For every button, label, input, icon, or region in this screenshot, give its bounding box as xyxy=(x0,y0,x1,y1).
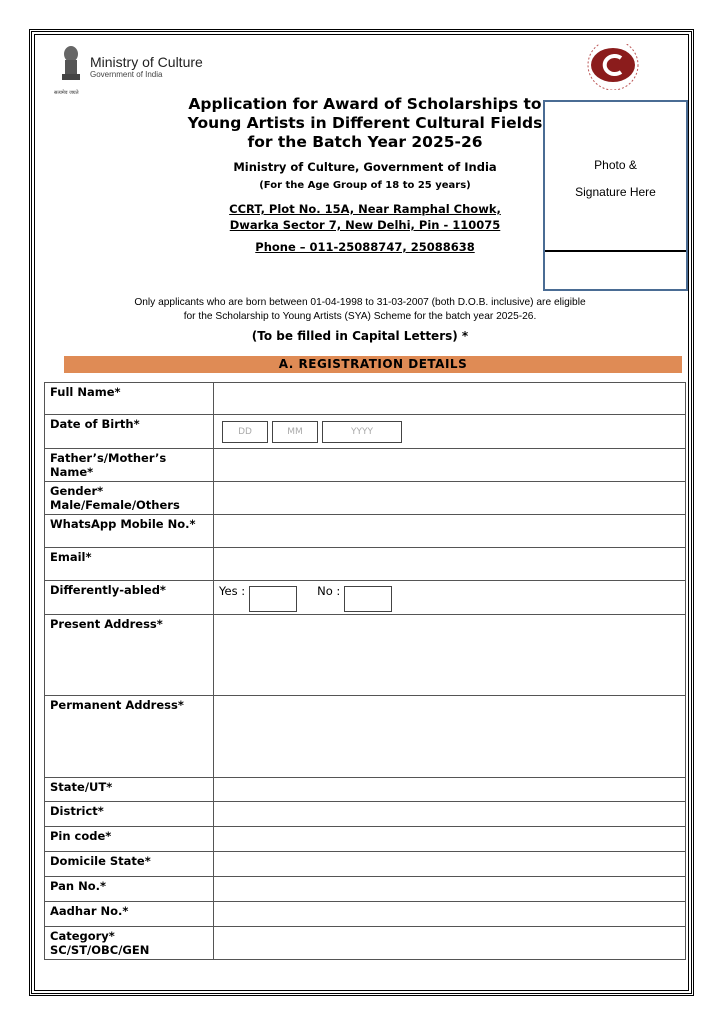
address-line1: CCRT, Plot No. 15A, Near Ramphal Chowk, xyxy=(229,202,501,216)
field-label: Category* SC/ST/OBC/GEN xyxy=(45,927,214,960)
yes-label: Yes : xyxy=(219,584,246,598)
state-input[interactable] xyxy=(214,778,686,802)
dob-month-input[interactable]: MM xyxy=(272,421,318,443)
address-line2: Dwarka Sector 7, New Delhi, Pin - 110075 xyxy=(229,218,501,232)
eligibility-note xyxy=(60,296,660,324)
field-label: Differently-abled* xyxy=(45,581,214,615)
field-label: Gender* Male/Female/Others xyxy=(45,482,214,515)
divider xyxy=(545,250,686,252)
photo-label: Photo & xyxy=(594,158,637,172)
field-label: District* xyxy=(45,802,214,827)
present-address-input[interactable] xyxy=(214,615,686,696)
parent-name-input[interactable] xyxy=(214,449,686,482)
phone: Phone – 011-25088747, 25088638 xyxy=(255,240,475,254)
field-label: Pan No.* xyxy=(45,877,214,902)
ministry-name: Ministry of Culture xyxy=(90,54,203,70)
dob-day-input[interactable]: DD xyxy=(222,421,268,443)
permanent-address-input[interactable] xyxy=(214,696,686,778)
eligibility-line2: for the Scholarship to Young Artists (SYA) Scheme for the batch year 2025-26. xyxy=(183,311,537,322)
field-label: Domicile State* xyxy=(45,852,214,877)
field-label: Permanent Address* xyxy=(45,696,214,778)
national-emblem-icon xyxy=(56,44,86,86)
field-label: Father’s/Mother’s Name* xyxy=(45,449,214,482)
yes-checkbox[interactable] xyxy=(249,586,297,612)
age-group: (For the Age Group of 18 to 25 years) xyxy=(259,180,471,191)
whatsapp-input[interactable] xyxy=(214,515,686,548)
photo-signature-box[interactable] xyxy=(543,100,688,291)
registration-table xyxy=(44,382,686,960)
government-name: Government of India xyxy=(90,70,163,79)
domicile-state-input[interactable] xyxy=(214,852,686,877)
field-label: WhatsApp Mobile No.* xyxy=(45,515,214,548)
address xyxy=(180,201,550,233)
dob-year-input[interactable]: YYYY xyxy=(322,421,402,443)
page-title: Application for Award of Scholarships to Young Artists in Different Cultural Fields for the Batch Year 2025-26 xyxy=(187,95,543,151)
full-name-input[interactable] xyxy=(214,383,686,415)
ccrt-logo-icon xyxy=(585,44,641,90)
signature-label: Signature Here xyxy=(575,185,656,199)
district-input[interactable] xyxy=(214,802,686,827)
field-label: Pin code* xyxy=(45,827,214,852)
field-label: Full Name* xyxy=(45,383,214,415)
emblem-motto: सत्यमेव जयते xyxy=(54,90,79,96)
field-label: Email* xyxy=(45,548,214,581)
field-label: State/UT* xyxy=(45,778,214,802)
eligibility-line1: Only applicants who are born between 01-04-1998 to 31-03-2007 (both D.O.B. inclusive) are eligible xyxy=(134,297,586,308)
subtitle: Ministry of Culture, Government of India xyxy=(233,160,497,174)
field-label: Date of Birth* xyxy=(45,415,214,449)
aadhar-input[interactable] xyxy=(214,902,686,927)
ministry-logo xyxy=(56,44,203,86)
gender-input[interactable] xyxy=(214,482,686,515)
field-label: Aadhar No.* xyxy=(45,902,214,927)
email-input[interactable] xyxy=(214,548,686,581)
capital-letters-note: (To be filled in Capital Letters) * xyxy=(251,329,469,343)
category-input[interactable] xyxy=(214,927,686,960)
field-label: Present Address* xyxy=(45,615,214,696)
pincode-input[interactable] xyxy=(214,827,686,852)
no-checkbox[interactable] xyxy=(344,586,392,612)
section-header: A. REGISTRATION DETAILS xyxy=(64,356,682,373)
pan-input[interactable] xyxy=(214,877,686,902)
no-label: No : xyxy=(317,584,341,598)
